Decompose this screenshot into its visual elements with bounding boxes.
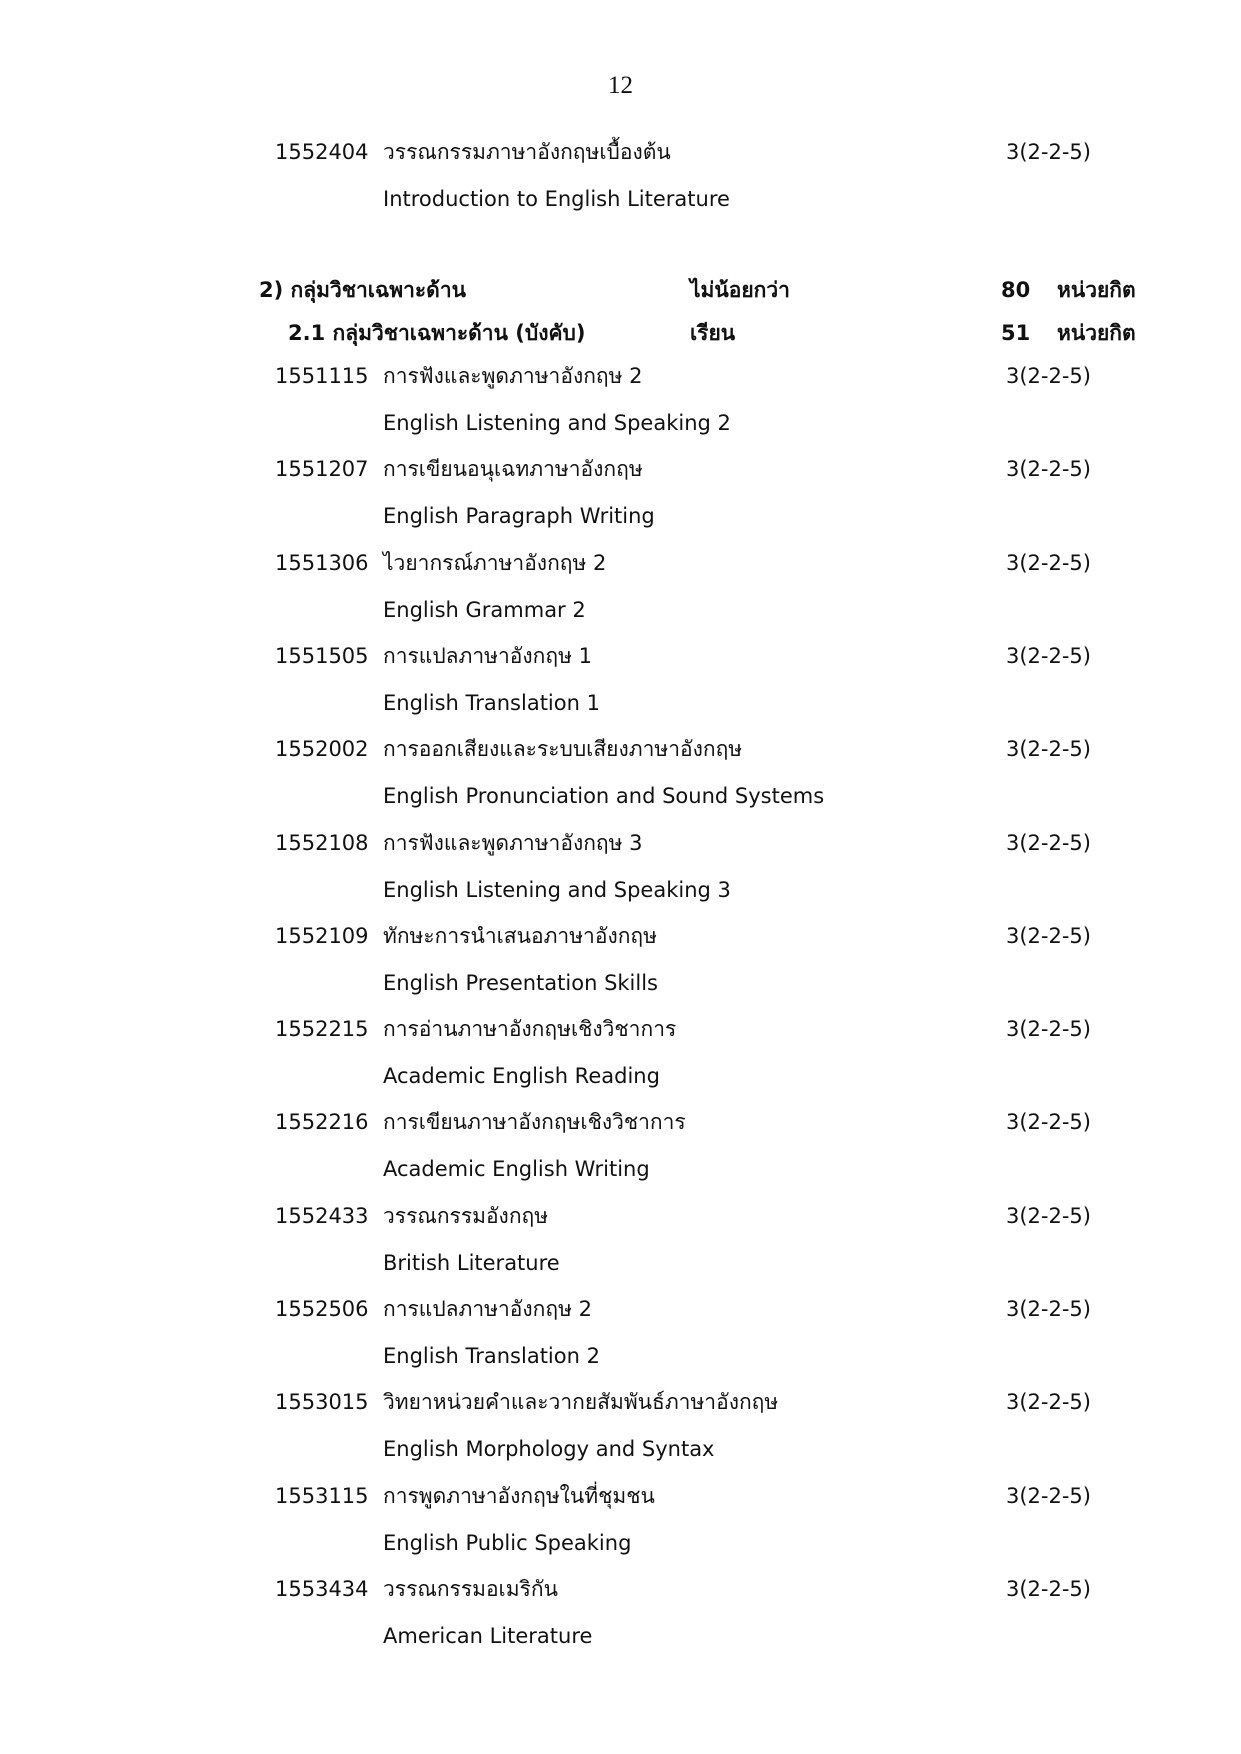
course-credits: 3(2-2-5)	[1006, 1484, 1091, 1508]
subgroup-heading	[0, 313, 1241, 353]
course-title-en-row	[0, 1243, 1241, 1283]
course-title-en: Academic English Reading	[383, 1064, 660, 1088]
course-code: 1552404	[275, 140, 369, 164]
subgroup-label: 2.1 กลุ่มวิชาเฉพาะด้าน (บังคับ)	[288, 321, 586, 345]
course-title-th: การฟังและพูดภาษาอังกฤษ 2	[383, 364, 643, 388]
course-row	[0, 1476, 1241, 1516]
course-code: 1552002	[275, 737, 369, 761]
subgroup-credit-value: 51	[1001, 321, 1031, 345]
course-row	[0, 1289, 1241, 1329]
course-title-th: วรรณกรรมอังกฤษ	[383, 1204, 549, 1228]
course-code: 1553115	[275, 1484, 369, 1508]
course-title-en-row	[0, 1523, 1241, 1563]
group-heading	[0, 270, 1241, 310]
course-credits: 3(2-2-5)	[1006, 1297, 1091, 1321]
course-code: 1551505	[275, 644, 369, 668]
course-title-en: English Listening and Speaking 2	[383, 411, 731, 435]
subgroup-qualifier: เรียน	[690, 321, 736, 345]
course-title-th: การอ่านภาษาอังกฤษเชิงวิชาการ	[383, 1017, 677, 1041]
course-credits: 3(2-2-5)	[1006, 831, 1091, 855]
course-credits: 3(2-2-5)	[1006, 1110, 1091, 1134]
course-credits: 3(2-2-5)	[1006, 1204, 1091, 1228]
course-title-en: English Public Speaking	[383, 1531, 632, 1555]
course-title-en-row	[0, 963, 1241, 1003]
course-code: 1552216	[275, 1110, 369, 1134]
course-title-en: American Literature	[383, 1624, 593, 1648]
course-title-th: การเขียนอนุเฉทภาษาอังกฤษ	[383, 457, 643, 481]
course-code: 1552215	[275, 1017, 369, 1041]
course-title-th: การออกเสียงและระบบเสียงภาษาอังกฤษ	[383, 737, 743, 761]
course-credits: 3(2-2-5)	[1006, 737, 1091, 761]
course-title-en-row	[0, 496, 1241, 536]
course-title-en-row	[0, 776, 1241, 816]
page-number: 12	[608, 72, 633, 99]
course-title-th: ทักษะการนำเสนอภาษาอังกฤษ	[383, 924, 657, 948]
course-row	[0, 543, 1241, 583]
course-credits: 3(2-2-5)	[1006, 1017, 1091, 1041]
course-title-en-row	[0, 1616, 1241, 1656]
course-title-en-row	[0, 179, 1241, 219]
course-credits: 3(2-2-5)	[1006, 551, 1091, 575]
course-credits: 3(2-2-5)	[1006, 364, 1091, 388]
course-title-en-row	[0, 590, 1241, 630]
course-title-th: ไวยากรณ์ภาษาอังกฤษ 2	[383, 551, 607, 575]
course-row	[0, 636, 1241, 676]
course-row	[0, 132, 1241, 172]
course-credits: 3(2-2-5)	[1006, 644, 1091, 668]
course-title-th: การเขียนภาษาอังกฤษเชิงวิชาการ	[383, 1110, 686, 1134]
course-title-th: การแปลภาษาอังกฤษ 2	[383, 1297, 592, 1321]
course-title-en: English Paragraph Writing	[383, 504, 655, 528]
course-title-en-row	[0, 1336, 1241, 1376]
course-title-en: Academic English Writing	[383, 1157, 650, 1181]
course-title-th: วรรณกรรมอเมริกัน	[383, 1577, 558, 1601]
course-title-th: การฟังและพูดภาษาอังกฤษ 3	[383, 831, 643, 855]
course-code: 1551306	[275, 551, 369, 575]
course-code: 1552433	[275, 1204, 369, 1228]
group-credit-value: 80	[1001, 278, 1031, 302]
course-title-en-row	[0, 870, 1241, 910]
course-code: 1553015	[275, 1390, 369, 1414]
course-title-th: การแปลภาษาอังกฤษ 1	[383, 644, 592, 668]
course-code: 1553434	[275, 1577, 369, 1601]
course-title-th: วิทยาหน่วยคำและวากยสัมพันธ์ภาษาอังกฤษ	[383, 1390, 779, 1414]
course-title-en-row	[0, 403, 1241, 443]
course-title-en-row	[0, 1149, 1241, 1189]
group-qualifier: ไม่น้อยกว่า	[690, 278, 790, 302]
course-title-en: English Grammar 2	[383, 598, 586, 622]
course-row	[0, 729, 1241, 769]
course-title-en: English Morphology and Syntax	[383, 1437, 715, 1461]
course-row	[0, 356, 1241, 396]
course-title-en: English Listening and Speaking 3	[383, 878, 731, 902]
course-title-en-row	[0, 1056, 1241, 1096]
course-credits: 3(2-2-5)	[1006, 140, 1091, 164]
group-credit-unit: หน่วยกิต	[1057, 278, 1136, 302]
course-row	[0, 1196, 1241, 1236]
course-title-en: Introduction to English Literature	[383, 187, 730, 211]
course-credits: 3(2-2-5)	[1006, 457, 1091, 481]
course-title-en: English Translation 2	[383, 1344, 600, 1368]
course-title-en: English Translation 1	[383, 691, 600, 715]
course-code: 1552506	[275, 1297, 369, 1321]
group-label: 2) กลุ่มวิชาเฉพาะด้าน	[259, 278, 466, 302]
course-code: 1551207	[275, 457, 369, 481]
course-row	[0, 823, 1241, 863]
subgroup-credit-unit: หน่วยกิต	[1057, 321, 1136, 345]
course-credits: 3(2-2-5)	[1006, 1577, 1091, 1601]
course-credits: 3(2-2-5)	[1006, 924, 1091, 948]
course-title-en: English Pronunciation and Sound Systems	[383, 784, 825, 808]
course-code: 1552108	[275, 831, 369, 855]
course-title-en-row	[0, 683, 1241, 723]
course-code: 1552109	[275, 924, 369, 948]
course-row	[0, 1009, 1241, 1049]
course-row	[0, 1569, 1241, 1609]
course-title-en: English Presentation Skills	[383, 971, 658, 995]
course-code: 1551115	[275, 364, 369, 388]
course-title-th: วรรณกรรมภาษาอังกฤษเบื้องต้น	[383, 140, 671, 164]
course-title-en: British Literature	[383, 1251, 560, 1275]
course-credits: 3(2-2-5)	[1006, 1390, 1091, 1414]
course-row	[0, 449, 1241, 489]
course-title-th: การพูดภาษาอังกฤษในที่ชุมชน	[383, 1484, 655, 1508]
course-row	[0, 1102, 1241, 1142]
course-row	[0, 916, 1241, 956]
course-row	[0, 1382, 1241, 1422]
course-title-en-row	[0, 1429, 1241, 1469]
